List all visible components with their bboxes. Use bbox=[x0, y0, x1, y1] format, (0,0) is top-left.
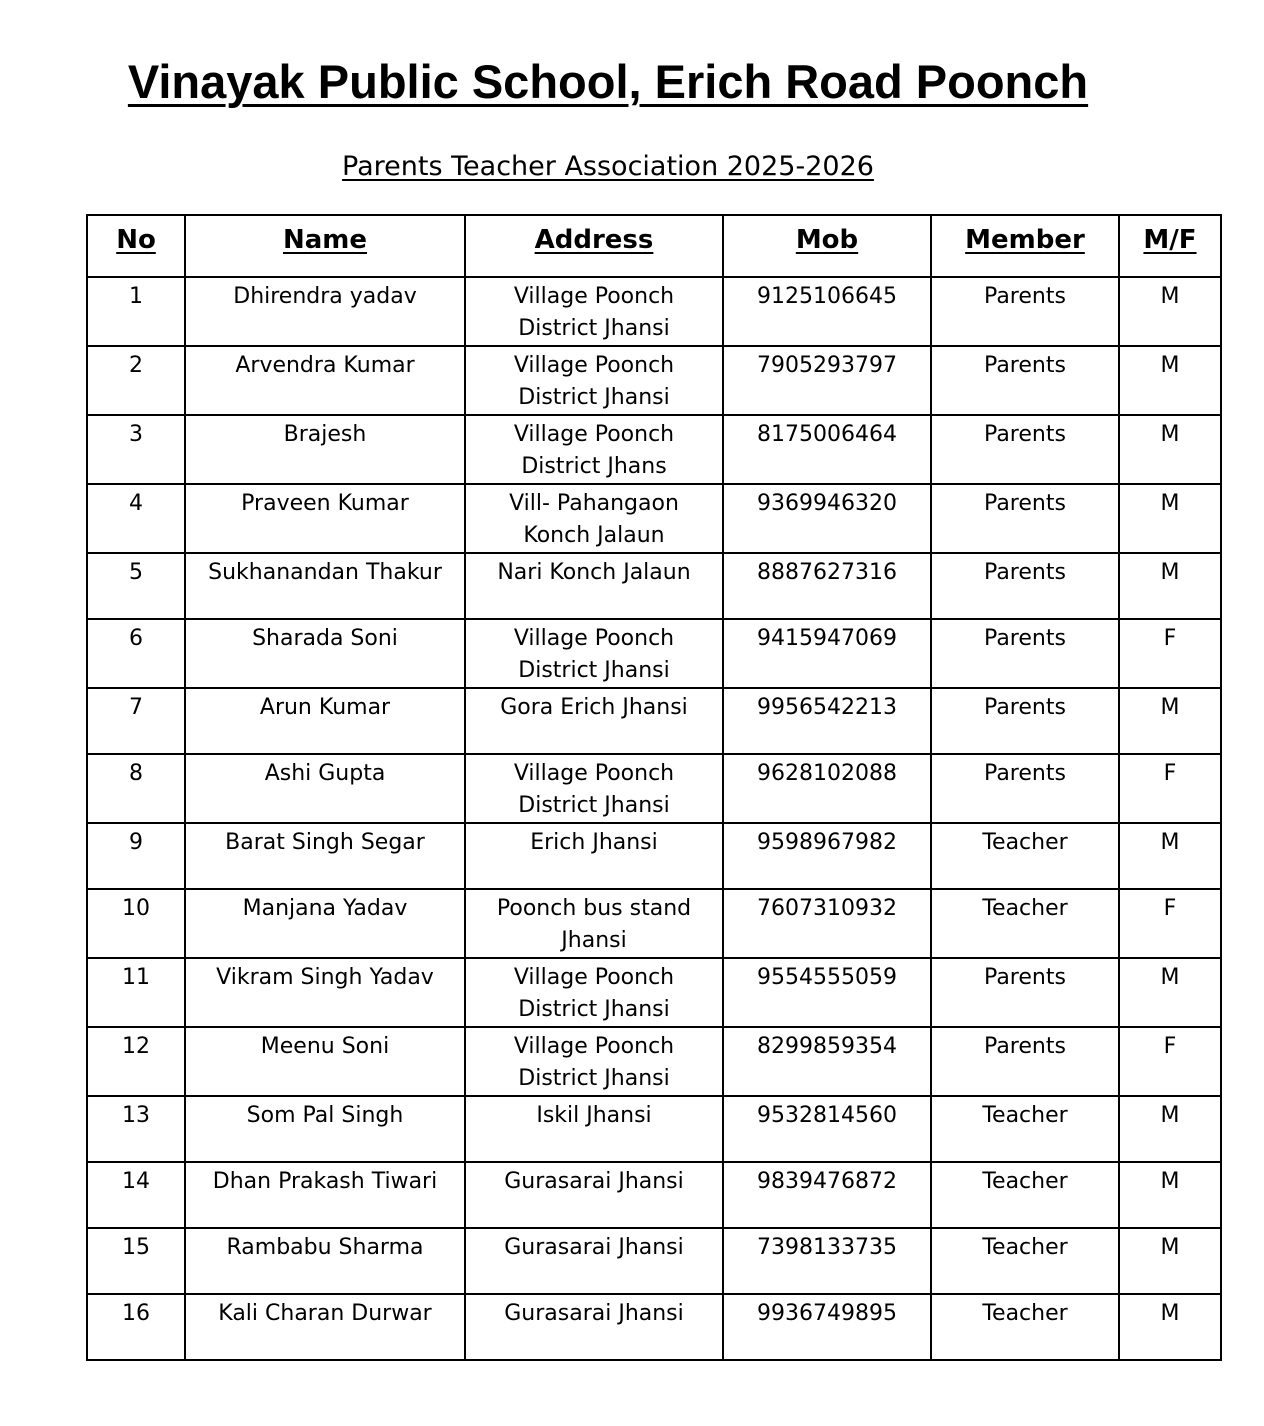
cell-no: 11 bbox=[87, 958, 185, 1027]
cell-member: Teacher bbox=[931, 823, 1119, 889]
cell-gender: M bbox=[1119, 346, 1221, 415]
cell-gender: F bbox=[1119, 754, 1221, 823]
cell-no: 10 bbox=[87, 889, 185, 958]
cell-no: 14 bbox=[87, 1162, 185, 1228]
cell-gender: F bbox=[1119, 1027, 1221, 1096]
header-name: Name bbox=[185, 215, 465, 277]
cell-name: Rambabu Sharma bbox=[185, 1228, 465, 1294]
cell-gender: M bbox=[1119, 1228, 1221, 1294]
cell-no: 12 bbox=[87, 1027, 185, 1096]
cell-name: Meenu Soni bbox=[185, 1027, 465, 1096]
cell-mob: 8175006464 bbox=[723, 415, 931, 484]
cell-gender: M bbox=[1119, 1294, 1221, 1360]
cell-address: Village Poonch District Jhansi bbox=[465, 958, 723, 1027]
cell-name: Dhan Prakash Tiwari bbox=[185, 1162, 465, 1228]
cell-name: Brajesh bbox=[185, 415, 465, 484]
cell-address: Village Poonch District Jhans bbox=[465, 415, 723, 484]
cell-member: Parents bbox=[931, 688, 1119, 754]
cell-no: 13 bbox=[87, 1096, 185, 1162]
cell-name: Praveen Kumar bbox=[185, 484, 465, 553]
cell-member: Teacher bbox=[931, 1294, 1119, 1360]
cell-name: Dhirendra yadav bbox=[185, 277, 465, 346]
cell-member: Parents bbox=[931, 754, 1119, 823]
cell-mob: 9598967982 bbox=[723, 823, 931, 889]
cell-address: Village Poonch District Jhansi bbox=[465, 619, 723, 688]
cell-address: Village Poonch District Jhansi bbox=[465, 346, 723, 415]
cell-mob: 9532814560 bbox=[723, 1096, 931, 1162]
cell-name: Sharada Soni bbox=[185, 619, 465, 688]
cell-member: Parents bbox=[931, 1027, 1119, 1096]
cell-mob: 7398133735 bbox=[723, 1228, 931, 1294]
cell-name: Arvendra Kumar bbox=[185, 346, 465, 415]
cell-no: 9 bbox=[87, 823, 185, 889]
table-row bbox=[87, 823, 1221, 889]
cell-no: 2 bbox=[87, 346, 185, 415]
cell-mob: 9125106645 bbox=[723, 277, 931, 346]
table-row bbox=[87, 889, 1221, 958]
table-row bbox=[87, 1228, 1221, 1294]
cell-gender: M bbox=[1119, 1096, 1221, 1162]
cell-mob: 9369946320 bbox=[723, 484, 931, 553]
cell-name: Ashi Gupta bbox=[185, 754, 465, 823]
page-title bbox=[0, 52, 1216, 112]
cell-gender: M bbox=[1119, 688, 1221, 754]
cell-member: Teacher bbox=[931, 1162, 1119, 1228]
cell-mob: 7905293797 bbox=[723, 346, 931, 415]
cell-no: 7 bbox=[87, 688, 185, 754]
header-gender: M/F bbox=[1119, 215, 1221, 277]
cell-address: Gurasarai Jhansi bbox=[465, 1162, 723, 1228]
cell-no: 3 bbox=[87, 415, 185, 484]
cell-member: Parents bbox=[931, 619, 1119, 688]
cell-member: Parents bbox=[931, 415, 1119, 484]
cell-name: Som Pal Singh bbox=[185, 1096, 465, 1162]
header-member: Member bbox=[931, 215, 1119, 277]
cell-name: Manjana Yadav bbox=[185, 889, 465, 958]
cell-address: Village Poonch District Jhansi bbox=[465, 754, 723, 823]
table-header-row bbox=[87, 215, 1221, 277]
table-row bbox=[87, 484, 1221, 553]
cell-address: Iskil Jhansi bbox=[465, 1096, 723, 1162]
table-row bbox=[87, 415, 1221, 484]
cell-no: 4 bbox=[87, 484, 185, 553]
table-row bbox=[87, 277, 1221, 346]
cell-address: Village Poonch District Jhansi bbox=[465, 1027, 723, 1096]
table-row bbox=[87, 1096, 1221, 1162]
header-address: Address bbox=[465, 215, 723, 277]
cell-address: Erich Jhansi bbox=[465, 823, 723, 889]
cell-address: Village Poonch District Jhansi bbox=[465, 277, 723, 346]
cell-address: Vill- Pahangaon Konch Jalaun bbox=[465, 484, 723, 553]
cell-gender: M bbox=[1119, 415, 1221, 484]
table-row bbox=[87, 553, 1221, 619]
table-row bbox=[87, 1027, 1221, 1096]
cell-member: Teacher bbox=[931, 889, 1119, 958]
cell-member: Parents bbox=[931, 553, 1119, 619]
table-row bbox=[87, 346, 1221, 415]
cell-name: Kali Charan Durwar bbox=[185, 1294, 465, 1360]
cell-no: 16 bbox=[87, 1294, 185, 1360]
cell-mob: 7607310932 bbox=[723, 889, 931, 958]
cell-address: Gora Erich Jhansi bbox=[465, 688, 723, 754]
cell-name: Vikram Singh Yadav bbox=[185, 958, 465, 1027]
cell-mob: 9415947069 bbox=[723, 619, 931, 688]
table-body bbox=[87, 277, 1221, 1360]
cell-mob: 9554555059 bbox=[723, 958, 931, 1027]
cell-member: Parents bbox=[931, 277, 1119, 346]
members-table bbox=[86, 214, 1222, 1361]
page-subtitle bbox=[0, 148, 1216, 186]
table-row bbox=[87, 1162, 1221, 1228]
cell-address: Gurasarai Jhansi bbox=[465, 1294, 723, 1360]
cell-mob: 9628102088 bbox=[723, 754, 931, 823]
cell-name: Barat Singh Segar bbox=[185, 823, 465, 889]
cell-mob: 9956542213 bbox=[723, 688, 931, 754]
cell-no: 15 bbox=[87, 1228, 185, 1294]
table-row bbox=[87, 958, 1221, 1027]
cell-gender: M bbox=[1119, 484, 1221, 553]
table-row bbox=[87, 754, 1221, 823]
cell-address: Poonch bus stand Jhansi bbox=[465, 889, 723, 958]
cell-gender: M bbox=[1119, 553, 1221, 619]
cell-member: Parents bbox=[931, 484, 1119, 553]
cell-no: 1 bbox=[87, 277, 185, 346]
cell-name: Arun Kumar bbox=[185, 688, 465, 754]
cell-mob: 8299859354 bbox=[723, 1027, 931, 1096]
header-no: No bbox=[87, 215, 185, 277]
cell-member: Parents bbox=[931, 958, 1119, 1027]
header-mob: Mob bbox=[723, 215, 931, 277]
cell-member: Parents bbox=[931, 346, 1119, 415]
title-text: Vinayak Public School, Erich Road Poonch bbox=[127, 55, 1089, 108]
cell-gender: M bbox=[1119, 958, 1221, 1027]
cell-mob: 8887627316 bbox=[723, 553, 931, 619]
cell-mob: 9936749895 bbox=[723, 1294, 931, 1360]
cell-name: Sukhanandan Thakur bbox=[185, 553, 465, 619]
cell-mob: 9839476872 bbox=[723, 1162, 931, 1228]
cell-address: Nari Konch Jalaun bbox=[465, 553, 723, 619]
cell-gender: M bbox=[1119, 277, 1221, 346]
cell-gender: F bbox=[1119, 889, 1221, 958]
table-row bbox=[87, 688, 1221, 754]
subtitle-text: Parents Teacher Association 2025-2026 bbox=[342, 151, 874, 182]
cell-gender: F bbox=[1119, 619, 1221, 688]
cell-no: 5 bbox=[87, 553, 185, 619]
cell-no: 6 bbox=[87, 619, 185, 688]
cell-member: Teacher bbox=[931, 1228, 1119, 1294]
cell-no: 8 bbox=[87, 754, 185, 823]
cell-address: Gurasarai Jhansi bbox=[465, 1228, 723, 1294]
table-row bbox=[87, 619, 1221, 688]
table-row bbox=[87, 1294, 1221, 1360]
cell-gender: M bbox=[1119, 1162, 1221, 1228]
cell-member: Teacher bbox=[931, 1096, 1119, 1162]
cell-gender: M bbox=[1119, 823, 1221, 889]
